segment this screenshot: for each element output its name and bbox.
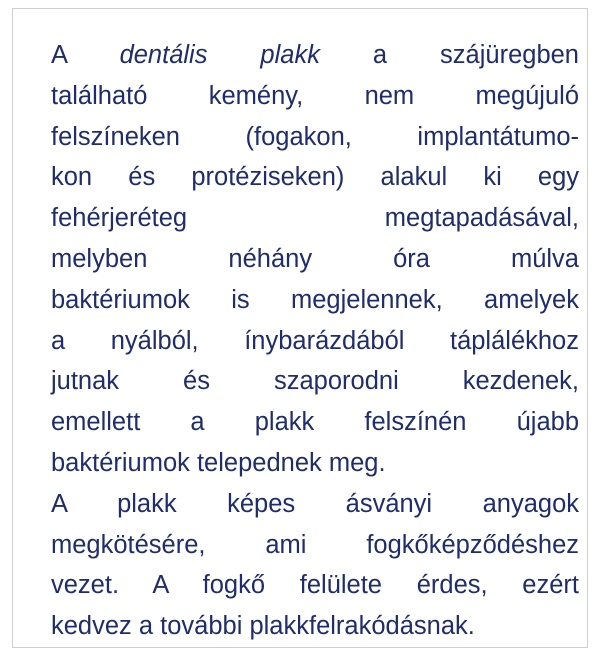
text-line: fehérjeréteg megtapadásával, xyxy=(51,204,579,233)
text-line: megkötésére, ami fogkőképződéshez xyxy=(51,530,579,559)
text-line: baktériumok telepednek meg. xyxy=(51,448,386,477)
text-line: felszíneken (fogakon, implantátumo- xyxy=(51,122,579,151)
text-line: vezet. A fogkő felülete érdes, ezért xyxy=(51,571,579,600)
text-content xyxy=(51,35,579,647)
text-line: A dentális plakk a szájüregben xyxy=(51,41,579,69)
text-line: A plakk képes ásványi anyagok xyxy=(51,489,579,518)
text-line: emellett a plakk felszínén újabb xyxy=(51,408,579,437)
text-box xyxy=(12,8,588,648)
term-dental-plaque: dentális plakk xyxy=(119,41,320,69)
paragraph-1 xyxy=(51,35,579,484)
paragraph-2 xyxy=(51,484,579,647)
text-line: kon és protéziseken) alakul ki egy xyxy=(51,163,579,192)
text-line: baktériumok is megjelennek, amelyek xyxy=(51,285,579,314)
text-line: a nyálból, ínybarázdából táplálékhoz xyxy=(51,326,579,355)
text-line: melyben néhány óra múlva xyxy=(51,244,579,273)
text-line: jutnak és szaporodni kezdenek, xyxy=(51,367,579,396)
text-line: kedvez a további plakkfelrakódásnak. xyxy=(51,612,475,641)
text-line: található kemény, nem megújuló xyxy=(51,81,579,110)
